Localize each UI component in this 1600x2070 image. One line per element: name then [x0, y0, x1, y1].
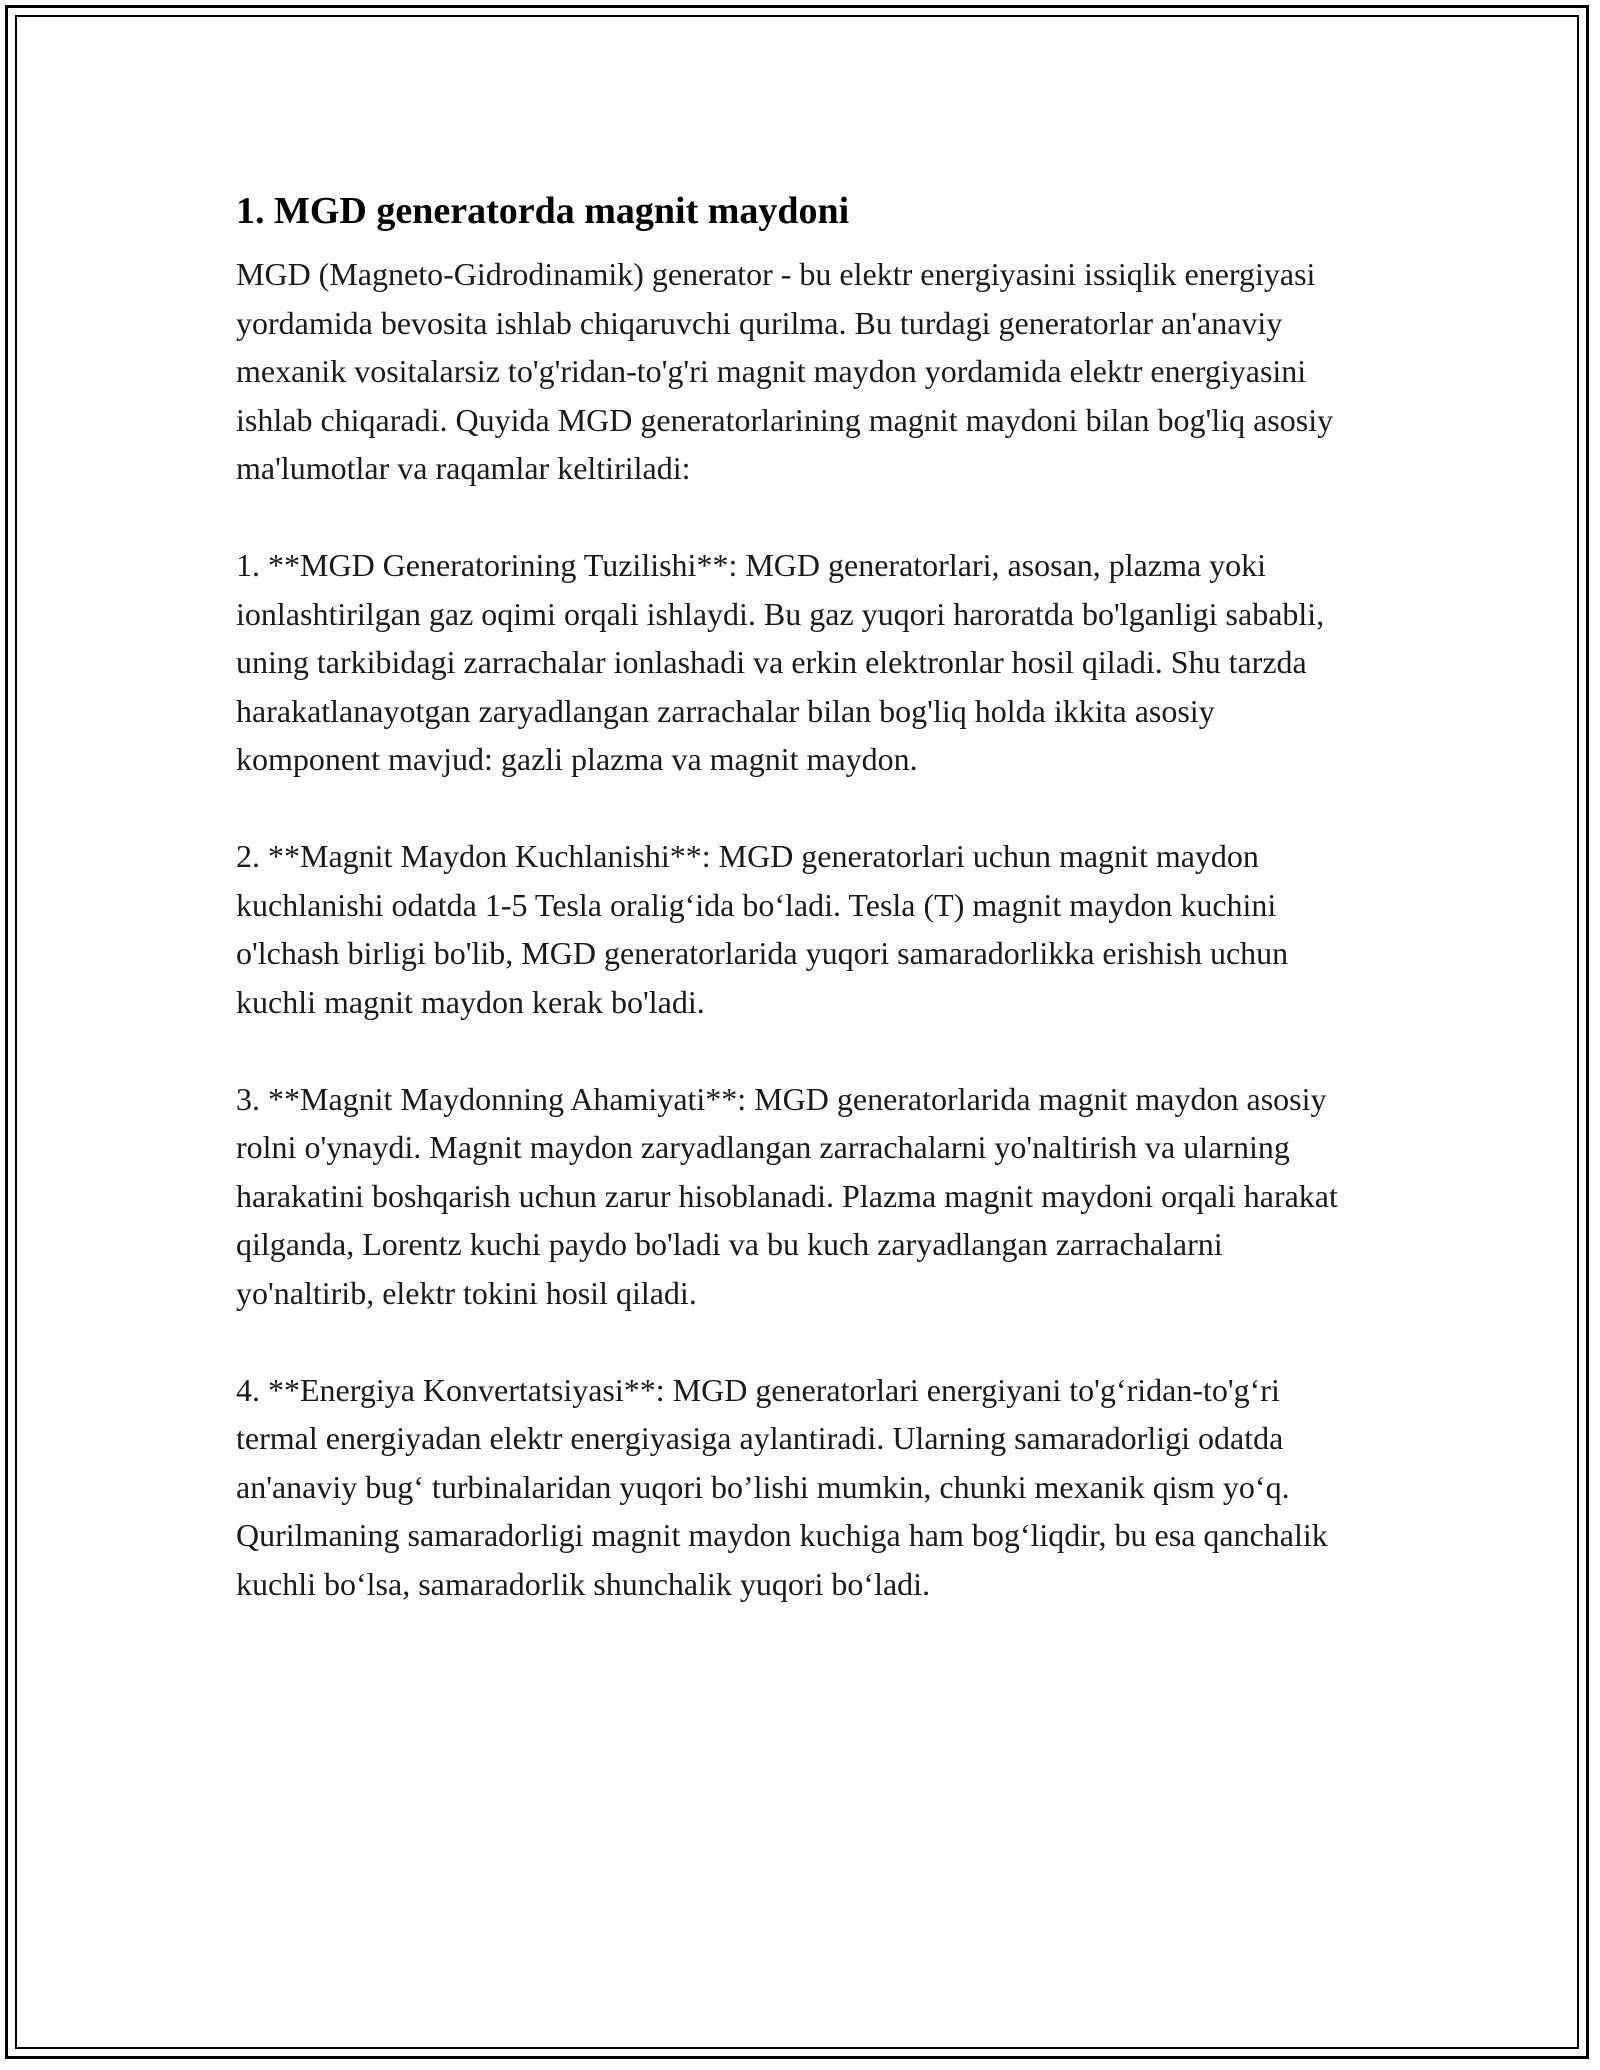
- intro-paragraph: MGD (Magneto-Gidrodinamik) generator - bu elektr energiyasini issiqlik energiyasi yordamida bevosita ishlab chiqaruvchi qurilma. Bu turdagi generatorlar an'anaviy mexanik vositalarsiz to'g'ridan-to'g'ri magnit maydon yordamida elektr energiyasini ishlab chiqaradi. Quyida MGD generatorlarining magnit maydoni bilan bog'liq asosiy ma'lumotlar va raqamlar keltiriladi:: [236, 256, 1334, 486]
- document-title: 1. MGD generatorda magnit maydoni: [236, 190, 850, 232]
- paragraph-field-importance: 3. **Magnit Maydonning Ahamiyati**: MGD generatorlarida magnit maydon asosiy rolni o'ynaydi. Magnit maydon zaryadlangan zarrachalarni yo'naltirish va ularning harakatini boshqarish uchun zarur hisoblanadi. Plazma magnit maydoni orqali harakat qilganda, Lorentz kuchi paydo bo'ladi va bu kuch zaryadlangan zarrachalarni yo'naltirib, elektr tokini hosil qiladi.: [236, 1080, 1338, 1311]
- document-body: [236, 186, 1364, 1608]
- paragraph-field-strength: 2. **Magnit Maydon Kuchlanishi**: MGD generatorlari uchun magnit maydon kuchlanishi odatda 1-5 Tesla oralig‘ida bo‘ladi. Tesla (T) magnit maydon kuchini o'lchash birligi bo'lib, MGD generatorlarida yuqori samaradorlikka erishish uchun kuchli magnit maydon kerak bo'ladi.: [236, 838, 1289, 1020]
- paragraph-energy-conversion: 4. **Energiya Konvertatsiyasi**: MGD generatorlari energiyani to'g‘ridan-to'g‘ri termal energiyadan elektr energiyasiga aylantiradi. Ularning samaradorligi odatda an'anaviy bug‘ turbinalaridan yuqori bo’lishi mumkin, chunki mexanik qism yo‘q. Qurilmaning samaradorligi magnit maydon kuchiga ham bog‘liqdir, bu esa qanchalik kuchli bo‘lsa, samaradorlik shunchalik yuqori bo‘ladi.: [236, 1371, 1328, 1602]
- paragraph-structure: 1. **MGD Generatorining Tuzilishi**: MGD generatorlari, asosan, plazma yoki ionlashtirilgan gaz oqimi orqali ishlaydi. Bu gaz yuqori haroratda bo'lganligi sababli, uning tarkibidagi zarrachalar ionlashadi va erkin elektronlar hosil qiladi. Shu tarzda harakatlanayotgan zaryadlangan zarrachalar bilan bog'liq holda ikkita asosiy komponent mavjud: gazli plazma va magnit maydon.: [236, 547, 1325, 777]
